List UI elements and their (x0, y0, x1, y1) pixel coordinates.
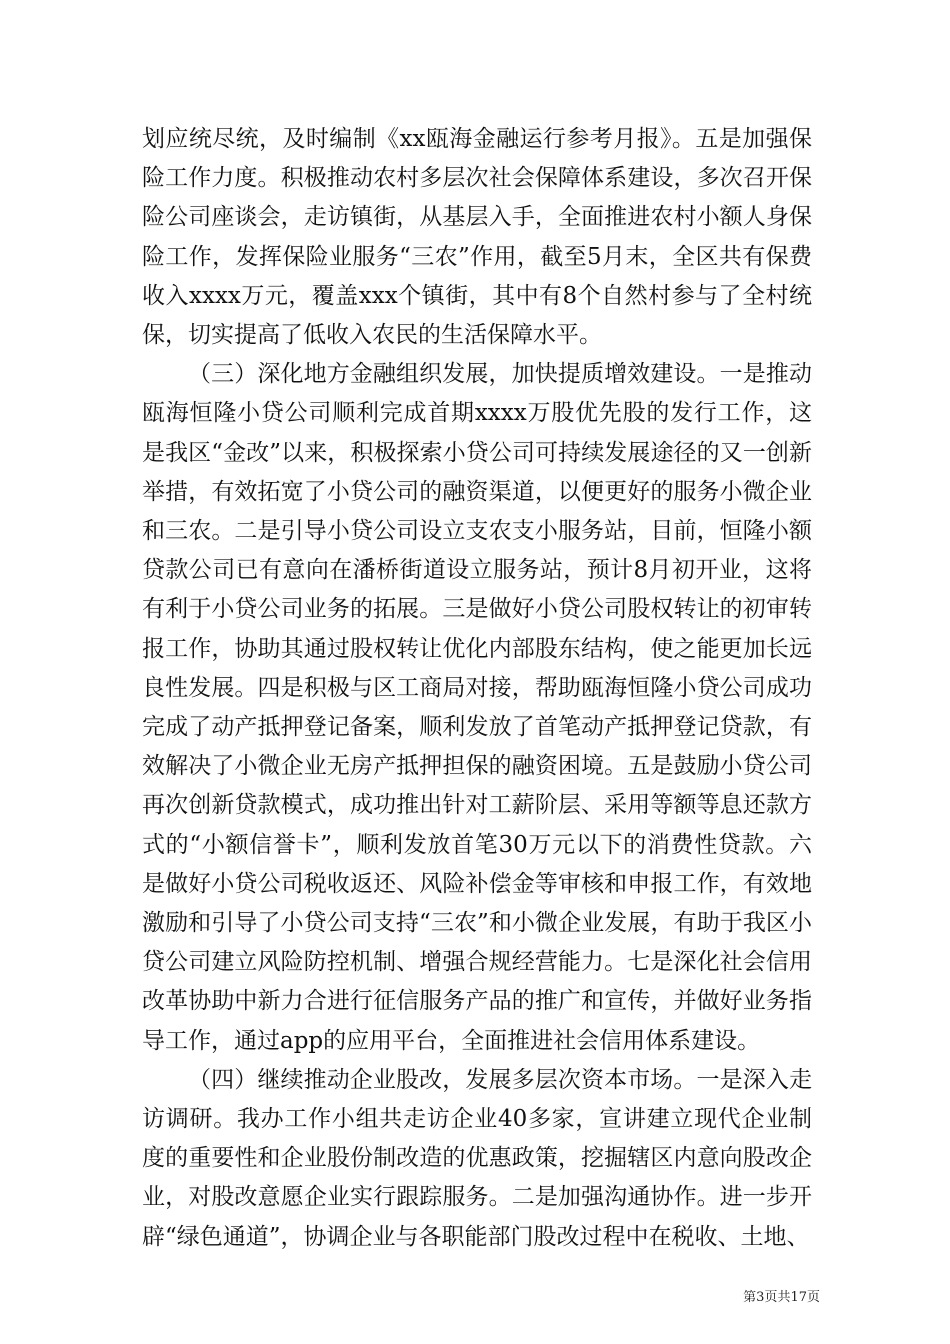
paragraph-1: 划应统尽统，及时编制《xx瓯海金融运行参考月报》。五是加强保险工作力度。积极推动农村多层次社会保障体系建设，多次召开保险公司座谈会，走访镇街，从基层入手，全面推进农村小额人身保险工作，发挥保险业服务“三农”作用，截至5月末，全区共有保费收入xxxx万元，覆盖xxx个镇街，其中有8个自然村参与了全村统保，切实提高了低收入农民的生活保障水平。 (142, 126, 812, 349)
page-number: 第3页共17页 (743, 1290, 820, 1305)
paragraph-2: （三）深化地方金融组织发展，加快提质增效建设。一是推动瓯海恒隆小贷公司顺利完成首期xxxx万股优先股的发行工作，这是我区“金改”以来，积极探索小贷公司可持续发展途径的又一创新举措，有效拓宽了小贷公司的融资渠道，以便更好的服务小微企业和三农。二是引导小贷公司设立支农支小服务站，目前，恒隆小额贷款公司已有意向在潘桥街道设立服务站，预计8月初开业，这将有利于小贷公司业务的拓展。三是做好小贷公司股权转让的初审转报工作，协助其通过股权转让优化内部股东结构，使之能更加长远良性发展。四是积极与区工商局对接，帮助瓯海恒隆小贷公司成功完成了动产抵押登记备案，顺利发放了首笔动产抵押登记贷款，有效解决了小微企业无房产抵押担保的融资困境。五是鼓励小贷公司再次创新贷款模式，成功推出针对工薪阶层、采用等额等息还款方式的“小额信誉卡”，顺利发放首笔30万元以下的消费性贷款。六是做好小贷公司税收返还、风险补偿金等审核和申报工作，有效地激励和引导了小贷公司支持“三农”和小微企业发展，有助于我区小贷公司建立风险防控机制、增强合规经营能力。七是深化社会信用改革协助中新力合进行征信服务产品的推广和宣传，并做好业务指导工作，通过app的应用平台，全面推进社会信用体系建设。 (142, 361, 812, 1054)
document-body (142, 120, 812, 1257)
paragraph-3: （四）继续推动企业股改，发展多层次资本市场。一是深入走访调研。我办工作小组共走访企业40多家，宣讲建立现代企业制度的重要性和企业股份制改造的优惠政策，挖掘辖区内意向股改企业，对股改意愿企业实行跟踪服务。二是加强沟通协作。进一步开辟“绿色通道”，协调企业与各职能部门股改过程中在税收、土地、 (142, 1066, 812, 1250)
